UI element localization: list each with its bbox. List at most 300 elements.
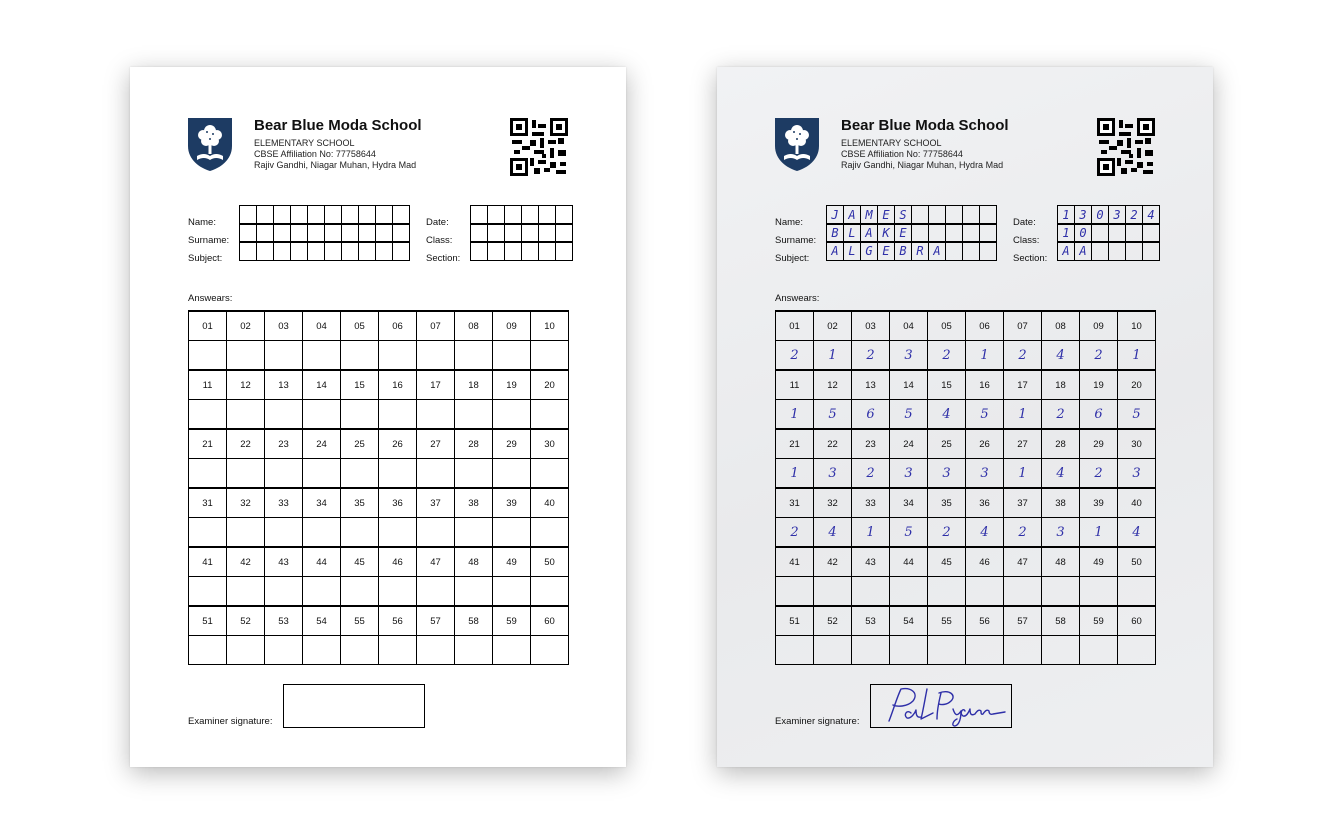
question-number: 08 xyxy=(1042,311,1080,341)
answer-cell[interactable] xyxy=(455,341,493,371)
section-char-box[interactable] xyxy=(1091,241,1109,261)
answer-cell[interactable] xyxy=(531,459,569,489)
answer-cell[interactable]: 3 xyxy=(814,459,852,489)
answer-cell[interactable] xyxy=(341,577,379,607)
question-number: 29 xyxy=(493,429,531,459)
date-char-box[interactable] xyxy=(521,205,539,225)
question-number-row xyxy=(189,547,569,577)
class-char-box[interactable]: 0 xyxy=(1074,223,1092,243)
class-char-box[interactable] xyxy=(504,223,522,243)
answer-cell[interactable] xyxy=(265,341,303,371)
answer-cell[interactable]: 4 xyxy=(966,518,1004,548)
answer-cell[interactable] xyxy=(227,459,265,489)
answer-cell[interactable] xyxy=(417,636,455,665)
subject-char-box[interactable]: R xyxy=(911,241,929,261)
section-char-box[interactable] xyxy=(1108,241,1126,261)
name-char-box[interactable] xyxy=(273,205,291,225)
surname-char-box[interactable] xyxy=(324,223,342,243)
answer-cell[interactable]: 4 xyxy=(1042,459,1080,489)
answer-cell[interactable] xyxy=(493,577,531,607)
question-number: 19 xyxy=(493,370,531,400)
question-number: 59 xyxy=(1080,606,1118,636)
section-boxes[interactable] xyxy=(1058,242,1160,261)
answer-cell[interactable] xyxy=(531,341,569,371)
answer-cell[interactable] xyxy=(189,577,227,607)
question-number: 14 xyxy=(303,370,341,400)
school-affiliation: CBSE Affiliation No: 77758644 xyxy=(254,149,376,159)
answer-cell[interactable] xyxy=(1042,577,1080,607)
section-char-box[interactable] xyxy=(521,241,539,261)
answer-cell[interactable] xyxy=(379,577,417,607)
answer-cell[interactable]: 1 xyxy=(776,400,814,430)
name-char-box[interactable]: M xyxy=(860,205,878,225)
question-number: 05 xyxy=(341,311,379,341)
answer-cell[interactable]: 1 xyxy=(776,459,814,489)
question-number: 27 xyxy=(417,429,455,459)
answer-cell[interactable] xyxy=(493,518,531,548)
name-char-box[interactable]: J xyxy=(826,205,844,225)
date-char-box[interactable]: 3 xyxy=(1074,205,1092,225)
answer-cell[interactable]: 2 xyxy=(928,518,966,548)
answer-cell[interactable] xyxy=(966,636,1004,665)
name-char-box[interactable] xyxy=(911,205,929,225)
class-char-box[interactable] xyxy=(538,223,556,243)
section-label: Section: xyxy=(426,253,461,264)
answer-cell[interactable] xyxy=(341,400,379,430)
answer-cell[interactable] xyxy=(890,577,928,607)
date-label: Date: xyxy=(1013,217,1036,228)
answer-cell[interactable] xyxy=(1118,636,1156,665)
question-number: 15 xyxy=(928,370,966,400)
answer-cell[interactable] xyxy=(341,636,379,665)
date-char-box[interactable]: 1 xyxy=(1057,205,1075,225)
subject-char-box[interactable] xyxy=(979,241,997,261)
name-char-box[interactable] xyxy=(341,205,359,225)
surname-char-box[interactable] xyxy=(239,223,257,243)
answer-cell[interactable] xyxy=(417,518,455,548)
surname-char-box[interactable] xyxy=(358,223,376,243)
subject-char-box[interactable] xyxy=(307,241,325,261)
school-affiliation: CBSE Affiliation No: 77758644 xyxy=(841,149,963,159)
answer-cell[interactable]: 4 xyxy=(1042,341,1080,371)
answer-cell[interactable]: 2 xyxy=(776,341,814,371)
answer-cell[interactable] xyxy=(341,518,379,548)
answer-cell[interactable]: 2 xyxy=(852,459,890,489)
question-number: 07 xyxy=(417,311,455,341)
surname-char-box[interactable] xyxy=(928,223,946,243)
answer-cell[interactable]: 2 xyxy=(1042,400,1080,430)
answer-cell[interactable]: 1 xyxy=(852,518,890,548)
answer-cell[interactable] xyxy=(379,400,417,430)
subject-char-box[interactable] xyxy=(962,241,980,261)
question-number: 39 xyxy=(1080,488,1118,518)
answer-cell[interactable] xyxy=(928,577,966,607)
question-number: 32 xyxy=(227,488,265,518)
answer-cell[interactable] xyxy=(379,459,417,489)
answer-cell[interactable] xyxy=(379,518,417,548)
class-char-box[interactable] xyxy=(555,223,573,243)
subject-label: Subject: xyxy=(775,253,810,264)
section-char-box[interactable]: A xyxy=(1074,241,1092,261)
question-number: 58 xyxy=(1042,606,1080,636)
question-number: 20 xyxy=(531,370,569,400)
question-number: 46 xyxy=(966,547,1004,577)
name-char-box[interactable] xyxy=(239,205,257,225)
subject-boxes[interactable] xyxy=(240,242,410,261)
answer-cell[interactable]: 4 xyxy=(814,518,852,548)
section-char-box[interactable] xyxy=(504,241,522,261)
answer-cell[interactable] xyxy=(1042,636,1080,665)
question-number: 27 xyxy=(1004,429,1042,459)
answer-cell[interactable] xyxy=(493,636,531,665)
date-char-box[interactable] xyxy=(555,205,573,225)
answer-cell[interactable]: 6 xyxy=(852,400,890,430)
section-char-box[interactable] xyxy=(1125,241,1143,261)
question-number-row xyxy=(189,606,569,636)
question-number-row xyxy=(189,311,569,341)
answer-cell[interactable] xyxy=(189,518,227,548)
class-char-box[interactable] xyxy=(1108,223,1126,243)
subject-char-box[interactable]: E xyxy=(877,241,895,261)
question-number: 51 xyxy=(776,606,814,636)
answer-cell[interactable]: 1 xyxy=(1118,341,1156,371)
answer-cell[interactable] xyxy=(265,636,303,665)
answer-cell[interactable] xyxy=(928,636,966,665)
question-number: 32 xyxy=(814,488,852,518)
answer-cell[interactable] xyxy=(189,459,227,489)
answer-cell[interactable] xyxy=(531,577,569,607)
answer-cell[interactable] xyxy=(265,459,303,489)
answer-cell[interactable]: 3 xyxy=(890,459,928,489)
question-number: 13 xyxy=(265,370,303,400)
answer-cell[interactable] xyxy=(341,341,379,371)
answer-cell[interactable] xyxy=(852,577,890,607)
surname-char-box[interactable] xyxy=(273,223,291,243)
question-number: 33 xyxy=(265,488,303,518)
question-number: 59 xyxy=(493,606,531,636)
name-char-box[interactable] xyxy=(392,205,410,225)
surname-char-box[interactable] xyxy=(341,223,359,243)
subject-char-box[interactable]: A xyxy=(928,241,946,261)
answer-cell[interactable] xyxy=(303,400,341,430)
surname-char-box[interactable] xyxy=(979,223,997,243)
answer-cell[interactable] xyxy=(303,577,341,607)
surname-char-box[interactable]: E xyxy=(894,223,912,243)
answer-cell[interactable] xyxy=(189,636,227,665)
surname-char-box[interactable] xyxy=(911,223,929,243)
class-char-box[interactable] xyxy=(1142,223,1160,243)
answer-cell[interactable] xyxy=(265,518,303,548)
answer-cell[interactable]: 3 xyxy=(966,459,1004,489)
subject-char-box[interactable]: A xyxy=(826,241,844,261)
answer-cell[interactable]: 5 xyxy=(890,400,928,430)
subject-char-box[interactable] xyxy=(945,241,963,261)
answer-cell[interactable] xyxy=(341,459,379,489)
subject-char-box[interactable] xyxy=(358,241,376,261)
section-char-box[interactable] xyxy=(470,241,488,261)
name-char-box[interactable]: E xyxy=(877,205,895,225)
answer-cell[interactable] xyxy=(417,341,455,371)
question-number: 45 xyxy=(341,547,379,577)
question-number: 41 xyxy=(776,547,814,577)
question-number: 23 xyxy=(852,429,890,459)
date-label: Date: xyxy=(426,217,449,228)
question-number-row xyxy=(776,606,1156,636)
answer-cell[interactable]: 1 xyxy=(814,341,852,371)
question-number: 36 xyxy=(966,488,1004,518)
section-boxes[interactable] xyxy=(471,242,573,261)
section-char-box[interactable] xyxy=(555,241,573,261)
class-char-box[interactable]: 1 xyxy=(1057,223,1075,243)
question-number: 47 xyxy=(417,547,455,577)
question-number-row xyxy=(189,488,569,518)
answer-cell[interactable]: 5 xyxy=(814,400,852,430)
school-type: ELEMENTARY SCHOOL xyxy=(841,138,942,148)
question-number: 44 xyxy=(890,547,928,577)
subject-char-box[interactable] xyxy=(239,241,257,261)
surname-char-box[interactable] xyxy=(392,223,410,243)
question-number: 58 xyxy=(455,606,493,636)
answer-cell[interactable] xyxy=(455,636,493,665)
answer-cell[interactable]: 2 xyxy=(1004,341,1042,371)
answer-row xyxy=(776,518,1156,548)
surname-char-box[interactable]: B xyxy=(826,223,844,243)
answer-cell[interactable] xyxy=(227,400,265,430)
question-number: 01 xyxy=(776,311,814,341)
answer-cell[interactable]: 1 xyxy=(966,341,1004,371)
answer-cell[interactable] xyxy=(531,518,569,548)
section-char-box[interactable] xyxy=(1142,241,1160,261)
date-char-box[interactable]: 2 xyxy=(1125,205,1143,225)
answer-cell[interactable]: 2 xyxy=(852,341,890,371)
subject-char-box[interactable] xyxy=(256,241,274,261)
answer-cell[interactable] xyxy=(189,400,227,430)
answer-cell[interactable] xyxy=(417,577,455,607)
answer-cell[interactable] xyxy=(303,636,341,665)
school-crest-icon xyxy=(186,116,234,172)
question-number: 06 xyxy=(379,311,417,341)
answer-cell[interactable] xyxy=(814,636,852,665)
answer-cell[interactable] xyxy=(1080,636,1118,665)
subject-char-box[interactable]: G xyxy=(860,241,878,261)
date-char-box[interactable]: 0 xyxy=(1091,205,1109,225)
question-number: 55 xyxy=(341,606,379,636)
answer-cell[interactable]: 2 xyxy=(1080,459,1118,489)
subject-label: Subject: xyxy=(188,253,223,264)
answer-cell[interactable] xyxy=(379,341,417,371)
answer-cell[interactable] xyxy=(1004,577,1042,607)
question-number: 34 xyxy=(303,488,341,518)
name-char-box[interactable]: A xyxy=(843,205,861,225)
question-number: 42 xyxy=(227,547,265,577)
answer-cell[interactable] xyxy=(852,636,890,665)
answer-cell[interactable]: 3 xyxy=(928,459,966,489)
question-number: 54 xyxy=(890,606,928,636)
question-number: 37 xyxy=(417,488,455,518)
surname-char-box[interactable]: K xyxy=(877,223,895,243)
question-number-row xyxy=(776,488,1156,518)
answer-cell[interactable]: 5 xyxy=(890,518,928,548)
answer-cell[interactable] xyxy=(1004,636,1042,665)
answer-cell[interactable] xyxy=(455,577,493,607)
answer-cell[interactable] xyxy=(303,459,341,489)
answers-label: Answears: xyxy=(188,293,233,304)
answer-cell[interactable] xyxy=(1118,577,1156,607)
class-char-box[interactable] xyxy=(1125,223,1143,243)
answer-row xyxy=(189,577,569,607)
answer-cell[interactable] xyxy=(455,518,493,548)
subject-char-box[interactable] xyxy=(392,241,410,261)
date-char-box[interactable]: 3 xyxy=(1108,205,1126,225)
answer-cell[interactable] xyxy=(814,577,852,607)
surname-char-box[interactable]: L xyxy=(843,223,861,243)
question-number: 41 xyxy=(189,547,227,577)
question-number: 38 xyxy=(455,488,493,518)
question-number: 03 xyxy=(852,311,890,341)
section-char-box[interactable] xyxy=(487,241,505,261)
answer-cell[interactable] xyxy=(493,400,531,430)
question-number: 12 xyxy=(227,370,265,400)
subject-char-box[interactable] xyxy=(324,241,342,261)
answer-cell[interactable]: 1 xyxy=(1080,518,1118,548)
answer-cell[interactable]: 3 xyxy=(1118,459,1156,489)
answer-cell[interactable] xyxy=(531,636,569,665)
question-number: 30 xyxy=(1118,429,1156,459)
question-number: 01 xyxy=(189,311,227,341)
answer-cell[interactable] xyxy=(776,577,814,607)
class-char-box[interactable] xyxy=(487,223,505,243)
name-char-box[interactable] xyxy=(256,205,274,225)
answer-cell[interactable]: 2 xyxy=(1004,518,1042,548)
answer-cell[interactable] xyxy=(417,400,455,430)
name-char-box[interactable] xyxy=(928,205,946,225)
question-number: 55 xyxy=(928,606,966,636)
name-char-box[interactable] xyxy=(307,205,325,225)
surname-char-box[interactable] xyxy=(290,223,308,243)
answer-cell[interactable] xyxy=(493,459,531,489)
answer-cell[interactable]: 1 xyxy=(1004,400,1042,430)
answer-cell[interactable] xyxy=(776,636,814,665)
surname-char-box[interactable] xyxy=(375,223,393,243)
name-char-box[interactable] xyxy=(324,205,342,225)
answer-cell[interactable]: 4 xyxy=(1118,518,1156,548)
answer-cell[interactable]: 5 xyxy=(966,400,1004,430)
answer-cell[interactable]: 3 xyxy=(890,341,928,371)
answers-grid xyxy=(188,310,569,665)
answer-cell[interactable] xyxy=(189,341,227,371)
answer-cell[interactable] xyxy=(265,400,303,430)
surname-char-box[interactable] xyxy=(256,223,274,243)
question-number: 02 xyxy=(227,311,265,341)
surname-char-box[interactable] xyxy=(962,223,980,243)
name-char-box[interactable] xyxy=(945,205,963,225)
question-number: 42 xyxy=(814,547,852,577)
answer-cell[interactable] xyxy=(227,341,265,371)
answer-cell[interactable] xyxy=(1080,577,1118,607)
question-number: 30 xyxy=(531,429,569,459)
school-name: Bear Blue Moda School xyxy=(254,117,422,134)
date-char-box[interactable] xyxy=(504,205,522,225)
answer-cell[interactable] xyxy=(265,577,303,607)
answer-cell[interactable]: 2 xyxy=(928,341,966,371)
question-number: 19 xyxy=(1080,370,1118,400)
date-char-box[interactable] xyxy=(470,205,488,225)
name-char-box[interactable] xyxy=(358,205,376,225)
question-number: 60 xyxy=(1118,606,1156,636)
subject-char-box[interactable] xyxy=(341,241,359,261)
question-number: 09 xyxy=(1080,311,1118,341)
subject-char-box[interactable]: B xyxy=(894,241,912,261)
answer-cell[interactable]: 2 xyxy=(1080,341,1118,371)
subject-boxes[interactable] xyxy=(827,242,997,261)
name-char-box[interactable] xyxy=(290,205,308,225)
class-label: Class: xyxy=(426,235,453,246)
answer-cell[interactable]: 5 xyxy=(1118,400,1156,430)
answer-cell[interactable] xyxy=(890,636,928,665)
signature-label: Examiner signature: xyxy=(188,716,273,727)
date-char-box[interactable]: 4 xyxy=(1142,205,1160,225)
answer-cell[interactable]: 6 xyxy=(1080,400,1118,430)
answer-cell[interactable] xyxy=(417,459,455,489)
surname-char-box[interactable]: A xyxy=(860,223,878,243)
signature-box[interactable] xyxy=(283,684,425,728)
class-char-box[interactable] xyxy=(1091,223,1109,243)
name-char-box[interactable] xyxy=(375,205,393,225)
answer-cell[interactable] xyxy=(966,577,1004,607)
subject-char-box[interactable] xyxy=(290,241,308,261)
answer-cell[interactable] xyxy=(303,518,341,548)
answer-cell[interactable]: 2 xyxy=(776,518,814,548)
answer-cell[interactable] xyxy=(531,400,569,430)
answer-cell[interactable]: 3 xyxy=(1042,518,1080,548)
question-number: 13 xyxy=(852,370,890,400)
question-number: 29 xyxy=(1080,429,1118,459)
surname-char-box[interactable] xyxy=(945,223,963,243)
answer-cell[interactable] xyxy=(227,636,265,665)
subject-char-box[interactable]: L xyxy=(843,241,861,261)
class-char-box[interactable] xyxy=(521,223,539,243)
qr-code-icon xyxy=(1097,118,1155,176)
answer-cell[interactable] xyxy=(455,400,493,430)
question-number: 24 xyxy=(890,429,928,459)
name-char-box[interactable] xyxy=(979,205,997,225)
question-number: 02 xyxy=(814,311,852,341)
answer-cell[interactable]: 1 xyxy=(1004,459,1042,489)
date-char-box[interactable] xyxy=(538,205,556,225)
answer-cell[interactable]: 4 xyxy=(928,400,966,430)
answer-cell[interactable] xyxy=(227,518,265,548)
subject-char-box[interactable] xyxy=(375,241,393,261)
answer-cell[interactable] xyxy=(303,341,341,371)
surname-label: Surname: xyxy=(775,235,817,246)
answer-cell[interactable] xyxy=(227,577,265,607)
answer-cell[interactable] xyxy=(379,636,417,665)
section-char-box[interactable]: A xyxy=(1057,241,1075,261)
surname-char-box[interactable] xyxy=(307,223,325,243)
date-char-box[interactable] xyxy=(487,205,505,225)
subject-char-box[interactable] xyxy=(273,241,291,261)
question-number: 18 xyxy=(455,370,493,400)
question-number-row xyxy=(776,370,1156,400)
name-char-box[interactable]: S xyxy=(894,205,912,225)
answer-cell[interactable] xyxy=(493,341,531,371)
question-number-row xyxy=(189,370,569,400)
class-char-box[interactable] xyxy=(470,223,488,243)
answer-cell[interactable] xyxy=(455,459,493,489)
signature-box[interactable] xyxy=(870,684,1012,728)
name-char-box[interactable] xyxy=(962,205,980,225)
section-char-box[interactable] xyxy=(538,241,556,261)
